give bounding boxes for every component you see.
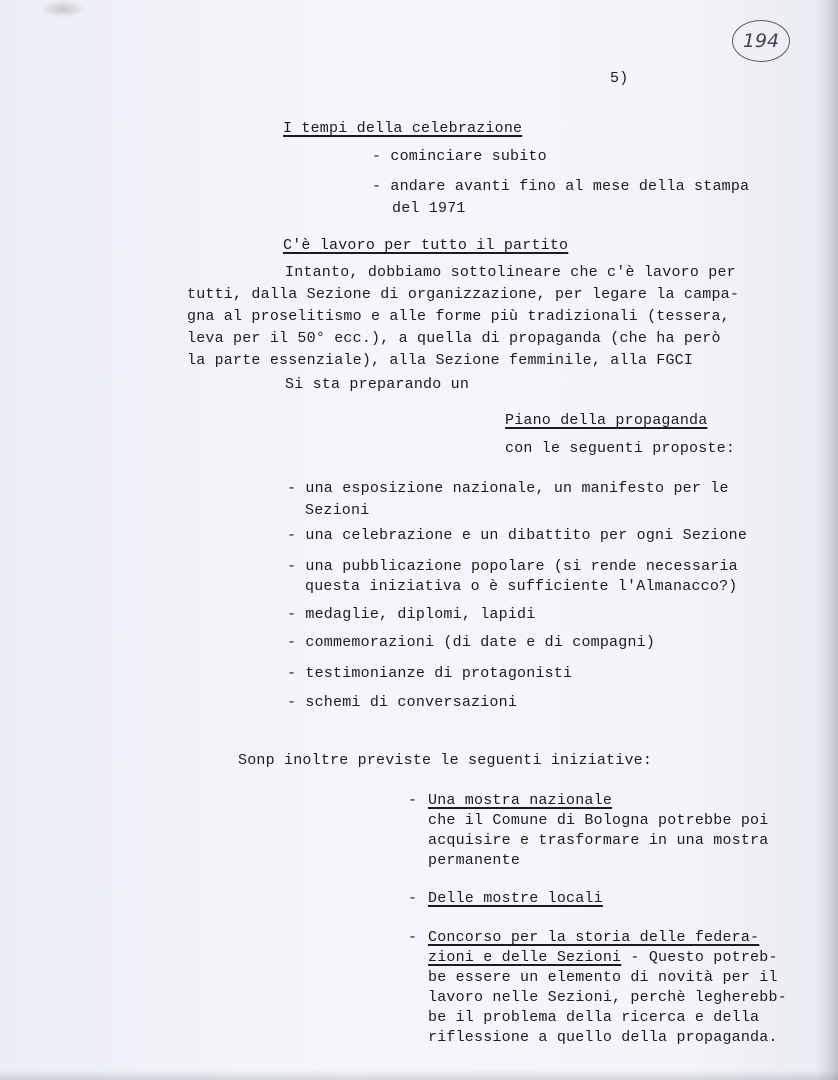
paragraph-line: leva per il 50° ecc.), a quella di propaganda (che ha però bbox=[187, 330, 721, 347]
initiative-line: lavoro nelle Sezioni, perchè legherebb- bbox=[428, 989, 787, 1006]
paper-bottom-shadow bbox=[0, 1070, 838, 1080]
proposal-item: - una pubblicazione popolare (si rende necessaria bbox=[287, 558, 738, 575]
heading-piano-propaganda: Piano della propaganda bbox=[505, 412, 708, 429]
proposal-item: - una celebrazione e un dibattito per ogni Sezione bbox=[287, 527, 748, 544]
paper-edge-shadow bbox=[816, 0, 838, 1080]
initiative-title-line2 bbox=[428, 947, 778, 969]
proposal-item: - testimonianze di protagonisti bbox=[287, 665, 573, 682]
initiatives-intro: Sonp inoltre previste le seguenti iniziative: bbox=[238, 752, 653, 769]
initiative-line: - Questo potreb- bbox=[621, 949, 778, 966]
list-item: - cominciare subito bbox=[372, 148, 547, 165]
heading-tempi: I tempi della celebrazione bbox=[283, 120, 523, 137]
dash-marker: - bbox=[408, 890, 418, 907]
proposal-item: - schemi di conversazioni bbox=[287, 694, 518, 711]
paper-smudge bbox=[40, 0, 86, 18]
initiative-title: Concorso per la storia delle federa- bbox=[428, 929, 760, 946]
list-item-continuation: del 1971 bbox=[392, 200, 466, 217]
initiative-line: riflessione a quello della propaganda. bbox=[428, 1029, 778, 1046]
intro-text: Si sta preparando un bbox=[285, 376, 470, 393]
initiative-line: permanente bbox=[428, 852, 521, 869]
initiative-line: acquisire e trasformare in una mostra bbox=[428, 832, 769, 849]
proposal-item: - una esposizione nazionale, un manifesto per le bbox=[287, 480, 729, 497]
dash-marker: - bbox=[408, 792, 418, 809]
page-number: 5) bbox=[610, 70, 629, 87]
initiative-line: be essere un elemento di novità per il bbox=[428, 969, 778, 986]
initiative-title: Delle mostre locali bbox=[428, 890, 603, 907]
archive-page-stamp: 194 bbox=[732, 20, 790, 62]
paragraph-line: la parte essenziale), alla Sezione femminile, alla FGCI bbox=[187, 352, 694, 369]
proposal-item-continuation: questa iniziativa o è sufficiente l'Almanacco?) bbox=[305, 578, 738, 595]
proposal-item-continuation: Sezioni bbox=[305, 502, 370, 519]
paragraph-line: gna al proselitismo e alle forme più tradizionali (tessera, bbox=[187, 308, 730, 325]
list-item: - andare avanti fino al mese della stampa bbox=[372, 178, 750, 195]
proposal-item: - commemorazioni (di date e di compagni) bbox=[287, 634, 656, 651]
plan-subheading: con le seguenti proposte: bbox=[505, 440, 736, 457]
paragraph-line: tutti, dalla Sezione di organizzazione, per legare la campa- bbox=[187, 286, 740, 303]
initiative-line: che il Comune di Bologna potrebbe poi bbox=[428, 812, 769, 829]
paragraph-line: Intanto, dobbiamo sottolineare che c'è lavoro per bbox=[285, 264, 736, 281]
initiative-title: zioni e delle Sezioni bbox=[428, 949, 622, 966]
initiative-title: Una mostra nazionale bbox=[428, 792, 613, 809]
initiative-line: be il problema della ricerca e della bbox=[428, 1009, 760, 1026]
dash-marker: - bbox=[408, 929, 418, 946]
proposal-item: - medaglie, diplomi, lapidi bbox=[287, 606, 536, 623]
heading-lavoro: C'è lavoro per tutto il partito bbox=[283, 237, 569, 254]
